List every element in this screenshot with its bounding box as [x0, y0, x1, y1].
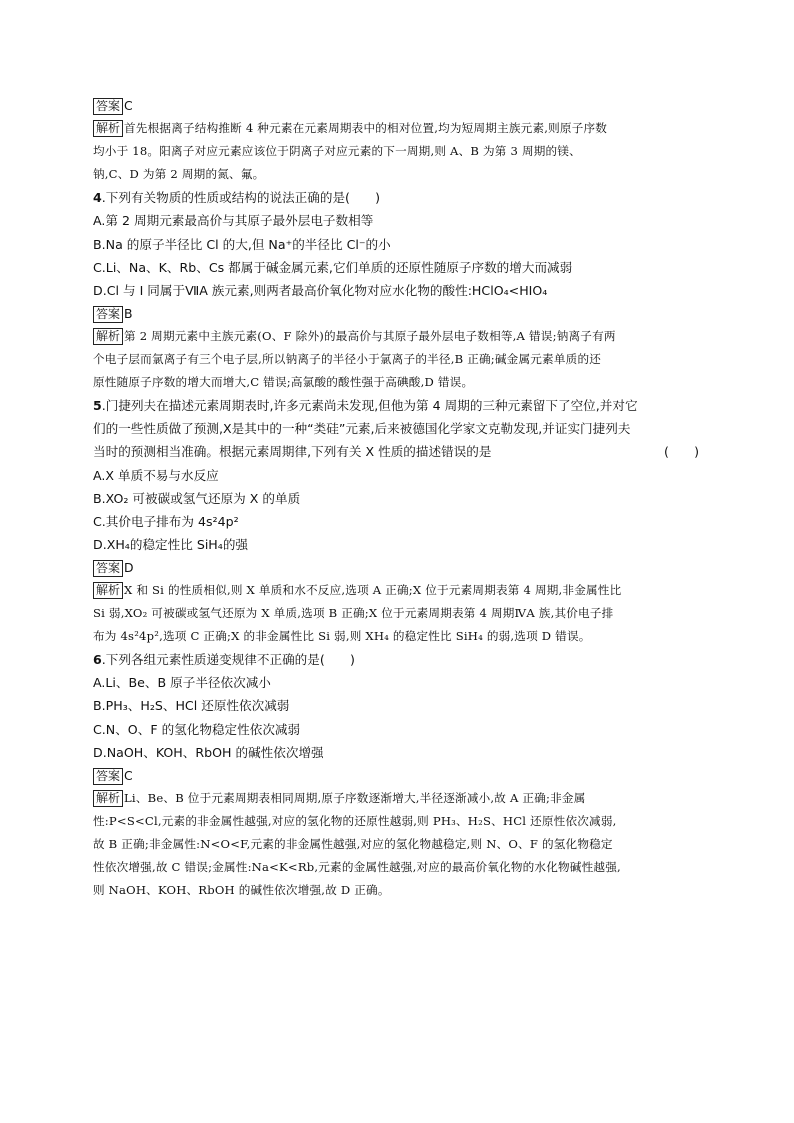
option-b: B.Na 的原子半径比 Cl 的大,但 Na⁺的半径比 Cl⁻的小 [93, 236, 391, 252]
question-text-end: 当时的预测相当准确。根据元素周期律,下列有关 X 性质的描述错误的是 [93, 444, 492, 460]
answer-value: C [124, 767, 133, 783]
analysis-line: 钠,C、D 为第 2 周期的氮、氟。 [93, 167, 265, 182]
answer-line [93, 767, 705, 784]
answer-tag: 答案 [93, 306, 123, 323]
analysis-line: 性依次增强,故 C 错误;金属性:Na<K<Rb,元素的金属性越强,对应的最高价氧化物的水化物碱性越强, [93, 860, 621, 875]
answer-tag: 答案 [93, 768, 123, 785]
question-4 [93, 189, 705, 298]
analysis-line: Si 弱,XO₂ 可被碳或氢气还原为 X 单质,选项 B 正确;X 位于元素周期表第 4 周期ⅣA 族,其价电子排 [93, 606, 614, 621]
option-d: D.XH₄的稳定性比 SiH₄的强 [93, 536, 249, 552]
analysis-line [93, 790, 705, 807]
option-c: C.Li、Na、K、Rb、Cs 都属于碱金属元素,它们单质的还原性随原子序数的增大而减弱 [93, 259, 573, 275]
analysis-tag: 解析 [93, 328, 123, 345]
analysis-text: 第 2 周期元素中主族元素(O、F 除外)的最高价与其原子最外层电子数相等,A 错误;钠离子有两 [124, 328, 616, 343]
question-5 [93, 397, 705, 553]
question-text: .下列各组元素性质递变规律不正确的是( ) [101, 652, 355, 668]
question-number: 6 [93, 652, 102, 668]
answer-block-4 [93, 305, 705, 391]
option-b: B.PH₃、H₂S、HCl 还原性依次减弱 [93, 698, 290, 714]
answer-line [93, 305, 705, 322]
analysis-text: X 和 Si 的性质相似,则 X 单质和水不反应,选项 A 正确;X 位于元素周期表第 4 周期,非金属性比 [124, 582, 622, 597]
option-c: C.其价电子排布为 4s²4p² [93, 513, 239, 529]
analysis-line [93, 328, 705, 345]
analysis-line: 性:P<S<Cl,元素的非金属性越强,对应的氢化物的还原性越弱,则 PH₃、H₂S、HCl 还原性依次减弱, [93, 813, 617, 828]
option-a: A.X 单质不易与水反应 [93, 467, 219, 483]
option-d: D.NaOH、KOH、RbOH 的碱性依次增强 [93, 744, 324, 760]
question-stem [93, 397, 705, 414]
answer-value: C [124, 98, 133, 113]
analysis-line: 原性随原子序数的增大而增大,C 错误;高氯酸的酸性强于高碘酸,D 错误。 [93, 375, 474, 390]
answer-block-prev [93, 97, 705, 183]
question-6 [93, 651, 705, 760]
analysis-tag: 解析 [93, 120, 123, 137]
answer-block-6 [93, 767, 705, 899]
question-number: 5 [93, 398, 102, 414]
answer-line [93, 97, 705, 114]
analysis-line: 个电子层而氯离子有三个电子层,所以钠离子的半径小于氯离子的半径,B 正确;碱金属元素单质的还 [93, 352, 602, 367]
answer-value: D [124, 559, 134, 575]
answer-value: B [124, 305, 133, 321]
answer-parentheses: ( ) [663, 444, 699, 460]
analysis-text: 首先根据离子结构推断 4 种元素在元素周期表中的相对位置,均为短周期主族元素,则原子序数 [124, 121, 608, 136]
option-c: C.N、O、F 的氢化物稳定性依次减弱 [93, 721, 301, 737]
analysis-line: 则 NaOH、KOH、RbOH 的碱性依次增强,故 D 正确。 [93, 883, 390, 898]
document-content [93, 97, 705, 905]
question-text-cont: 们的一些性质做了预测,X是其中的一种“类硅”元素,后来被德国化学家文克勒发现,并证实门捷列夫 [93, 421, 631, 437]
answer-line [93, 559, 705, 576]
question-stem [93, 189, 705, 206]
question-number: 4 [93, 190, 102, 206]
analysis-text: Li、Be、B 位于元素周期表相同周期,原子序数逐渐增大,半径逐渐减小,故 A 正确;非金属 [124, 790, 586, 805]
question-text: .门捷列夫在描述元素周期表时,许多元素尚未发现,但他为第 4 周期的三种元素留下了空位,并对它 [101, 398, 638, 414]
option-a: A.Li、Be、B 原子半径依次减小 [93, 675, 271, 691]
option-d: D.Cl 与 I 同属于ⅦA 族元素,则两者最高价氧化物对应水化物的酸性:HClO₄<HIO₄ [93, 282, 548, 298]
analysis-line: 布为 4s²4p²,选项 C 正确;X 的非金属性比 Si 弱,则 XH₄ 的稳定性比 SiH₄ 的弱,选项 D 错误。 [93, 629, 591, 644]
analysis-line: 故 B 正确;非金属性:N<O<F,元素的非金属性越强,对应的氢化物越稳定,则 N、O、F 的氢化物稳定 [93, 837, 613, 851]
analysis-line: 均小于 18。阳离子对应元素应该位于阴离子对应元素的下一周期,则 A、B 为第 3 周期的镁、 [93, 144, 581, 159]
analysis-tag: 解析 [93, 790, 123, 807]
analysis-tag: 解析 [93, 582, 123, 599]
analysis-line [93, 120, 705, 137]
answer-tag: 答案 [93, 560, 123, 577]
answer-tag: 答案 [93, 98, 123, 115]
question-stem [93, 651, 705, 668]
question-text-cont [93, 443, 705, 460]
analysis-line [93, 582, 705, 599]
answer-block-5 [93, 559, 705, 645]
option-b: B.XO₂ 可被碳或氢气还原为 X 的单质 [93, 490, 301, 506]
option-a: A.第 2 周期元素最高价与其原子最外层电子数相等 [93, 213, 374, 229]
question-text: .下列有关物质的性质或结构的说法正确的是( ) [101, 190, 381, 206]
